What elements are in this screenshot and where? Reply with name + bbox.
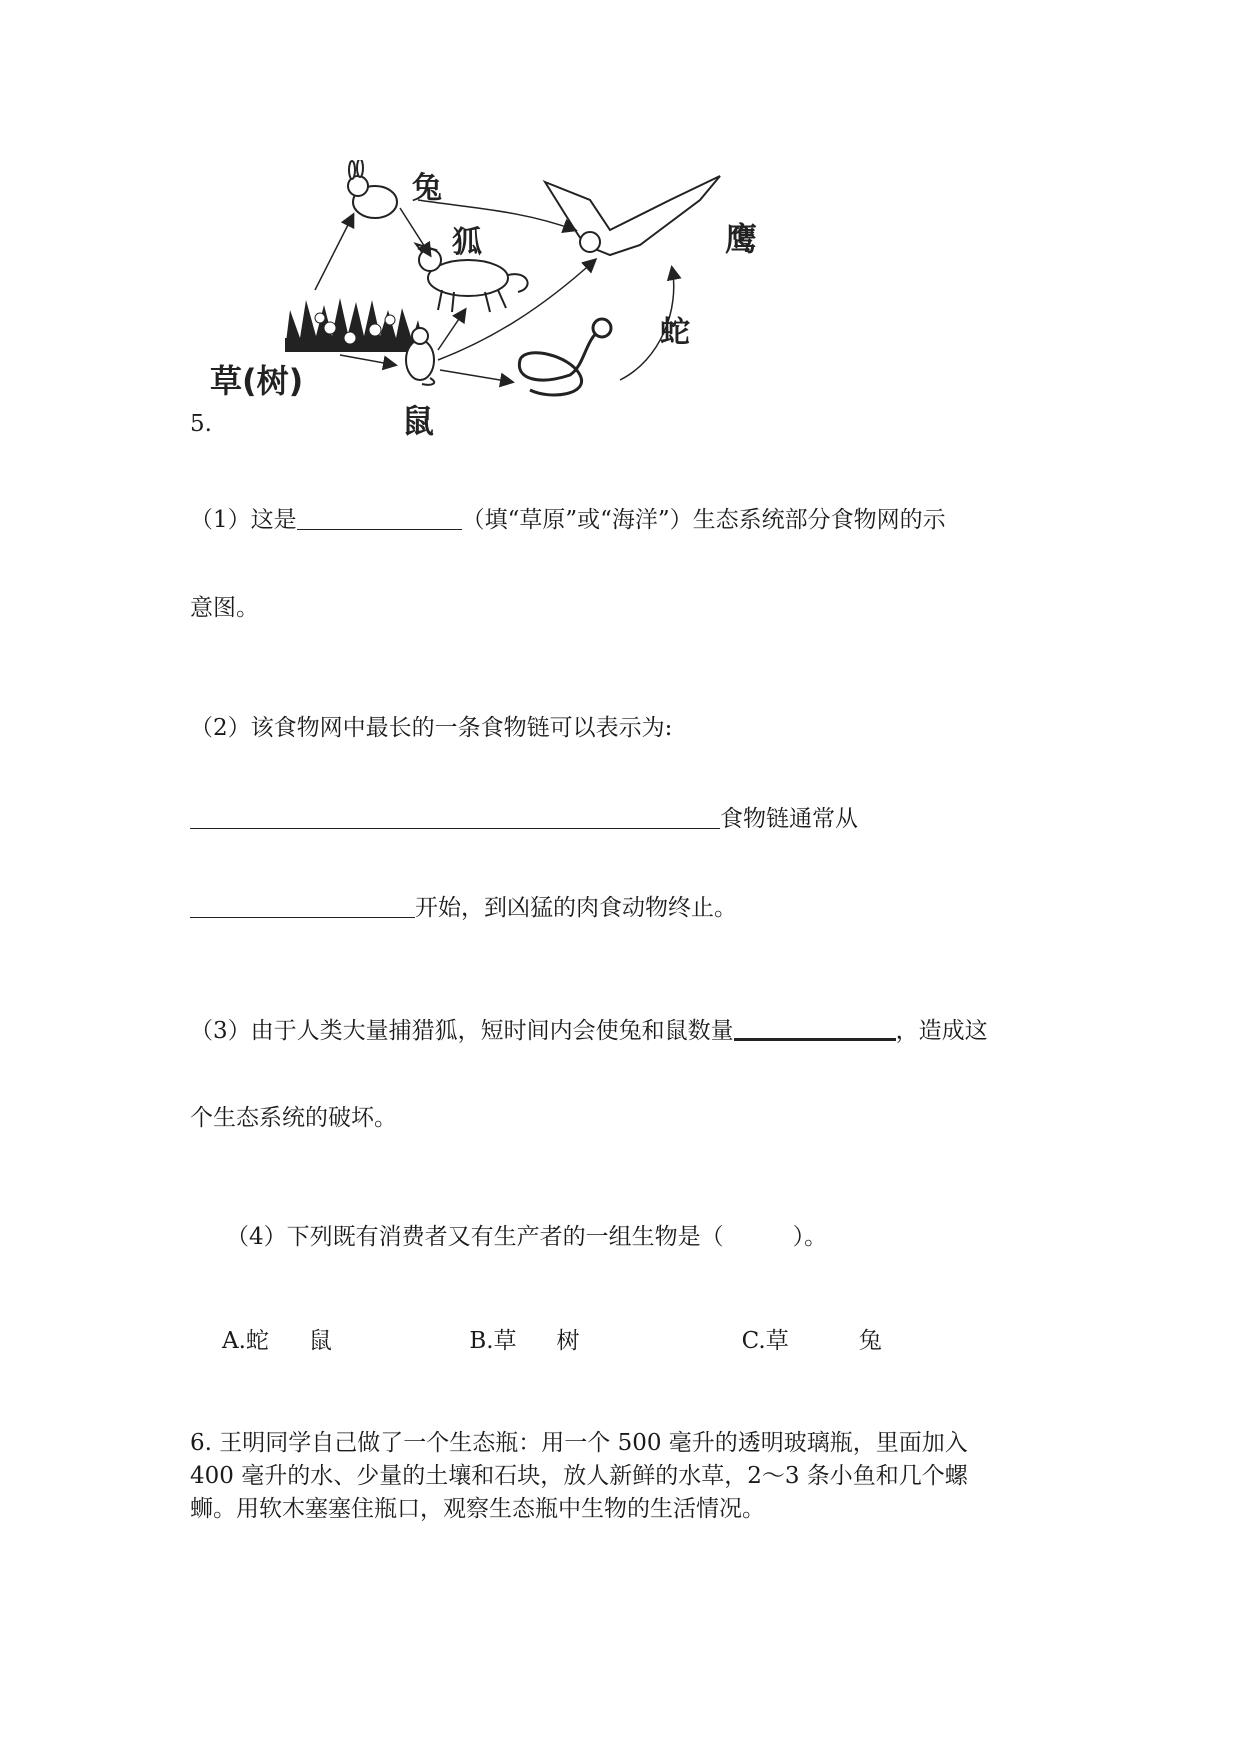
option-c-label: C. [741,1328,766,1354]
hawk-illustration [545,176,720,255]
question-6-line3: 蛳。用软木塞塞住瓶口，观察生态瓶中生物的生活情况。 [190,1496,765,1522]
q2-line1: （2）该食物网中最长的一条食物链可以表示为: [190,715,673,741]
q3-continuation: 个生态系统的破坏。 [190,1105,397,1131]
q1-continuation: 意图。 [190,595,259,621]
q1-line [190,507,946,532]
label-snake: 蛇 [660,315,690,350]
option-a[interactable] [222,1330,462,1353]
q1-suffix: （填“草原”或“海洋”）生态系统部分食物网的示 [461,507,946,533]
question-6-line1: 6. 王明同学自己做了一个生态瓶：用一个 500 毫升的透明玻璃瓶，里面加入 [190,1430,968,1456]
food-web-diagram [190,160,840,460]
label-rabbit: 兔 [412,171,442,206]
rabbit-illustration [348,160,397,218]
option-b-item2: 树 [556,1328,580,1354]
label-grass-tree: 草(树) [210,362,304,400]
snake-illustration [519,319,611,395]
q3-suffix: ，造成这 [895,1018,988,1044]
q4-question: （4）下列既有消费者又有生产者的一组生物是（ ）。 [226,1224,828,1250]
q3-line [190,1016,988,1043]
question-6-line2: 400 毫升的水、少量的土壤和石块，放人新鲜的水草，2～3 条小鱼和几个螺 [190,1463,968,1489]
option-c-item1: 草 [765,1328,789,1354]
q3-answer-blank[interactable] [734,1016,896,1041]
grass-illustration [285,298,425,352]
option-a-label: A. [222,1328,246,1354]
q1-answer-blank[interactable] [297,507,462,530]
option-b-item1: 草 [493,1328,517,1354]
question-5-number: 5. [190,411,212,437]
label-fox: 狐 [452,225,482,260]
option-c-item2: 兔 [858,1328,882,1354]
option-c[interactable] [742,1330,942,1353]
option-b[interactable] [469,1330,734,1353]
option-a-item2: 鼠 [308,1328,332,1354]
q2-start-blank[interactable] [190,895,415,918]
q3-prefix: （3）由于人类大量捕猎狐，短时间内会使兔和鼠数量 [190,1018,734,1044]
q2-line3-suffix: 开始，到凶猛的肉食动物终止。 [415,895,737,921]
option-a-item1: 蛇 [245,1328,269,1354]
q2-line2-suffix: 食物链通常从 [720,806,858,832]
q4-options [222,1330,942,1353]
q2-food-chain-blank[interactable] [190,806,720,829]
option-b-label: B. [469,1328,494,1354]
q1-prefix: （1）这是 [190,507,297,533]
label-mouse: 鼠 [402,402,435,440]
label-hawk: 鹰 [725,220,758,258]
q2-line3 [190,895,737,920]
q2-line2 [190,806,858,831]
